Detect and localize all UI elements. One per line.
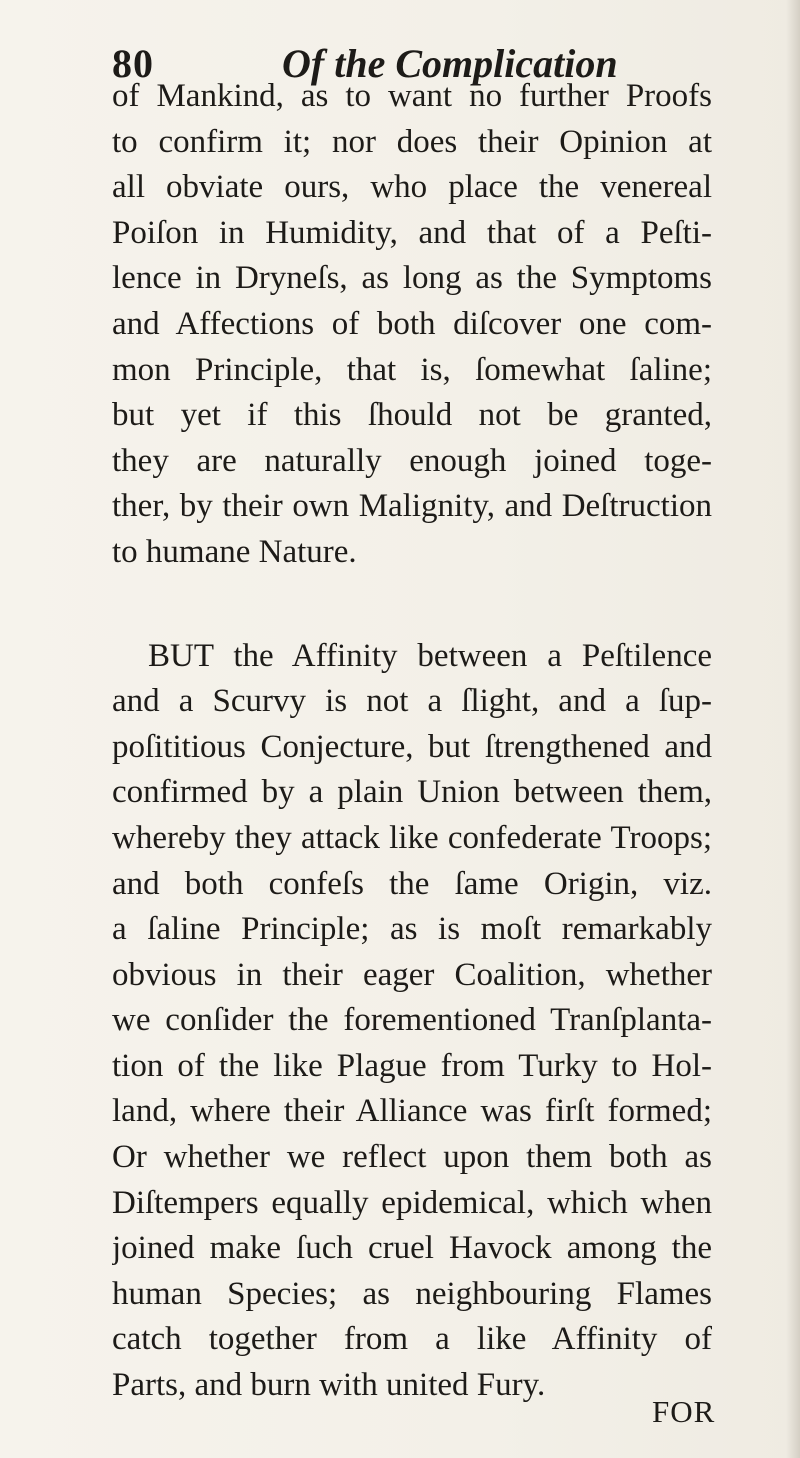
- text-line: they are naturally enough joined toge-: [112, 442, 712, 479]
- page-number: 80: [112, 41, 154, 86]
- text-line: all obviate ours, who place the venereal: [112, 169, 712, 206]
- text-line: we conſider the forementioned Tranſplanta-: [112, 1002, 712, 1039]
- text-line: whereby they attack like confederate Troops;: [112, 819, 712, 856]
- text-line: joined make ſuch cruel Havock among the: [112, 1230, 712, 1267]
- text-line: ther, by their own Malignity, and Deſtruction: [112, 488, 712, 525]
- text-line: tion of the like Plague from Turky to Hol-: [112, 1047, 712, 1084]
- text-line: a ſaline Principle; as is moſt remarkably: [112, 911, 712, 948]
- text-line: of Mankind, as to want no further Proofs: [112, 78, 712, 114]
- page-edge-shadow: [786, 0, 800, 1458]
- running-head: Of the Complication: [282, 41, 618, 86]
- text-line: mon Principle, that is, ſomewhat ſaline;: [112, 351, 712, 388]
- text-line: obvious in their eager Coalition, whether: [112, 956, 712, 993]
- text-line: and Affections of both diſcover one com-: [112, 305, 712, 342]
- text-line: BUT the Affinity between a Peſtilence: [148, 637, 712, 674]
- paragraph-1: [112, 74, 712, 576]
- text-line: but yet if this ſhould not be granted,: [112, 397, 712, 434]
- text-line: Parts, and burn with united Fury.: [112, 1367, 546, 1404]
- body-text: [112, 74, 712, 1409]
- text-line: land, where their Alliance was firſt formed;: [112, 1093, 712, 1130]
- text-line: and a Scurvy is not a ſlight, and a ſup-: [112, 683, 712, 720]
- paragraph-2: [112, 634, 712, 1409]
- text-line: poſititious Conjecture, but ſtrengthened and: [112, 728, 712, 765]
- text-line: lence in Dryneſs, as long as the Symptoms: [112, 260, 712, 297]
- text-line: catch together from a like Affinity of: [112, 1321, 712, 1358]
- text-line: Poiſon in Humidity, and that of a Peſti-: [112, 214, 712, 251]
- text-line: to humane Nature.: [112, 533, 357, 570]
- catchword: FOR: [652, 1394, 716, 1429]
- text-line: Or whether we reflect upon them both as: [112, 1139, 712, 1176]
- text-line: Diſtempers equally epidemical, which when: [112, 1184, 712, 1221]
- text-line: confirmed by a plain Union between them,: [112, 774, 712, 811]
- text-line: human Species; as neighbouring Flames: [112, 1275, 712, 1312]
- text-line: and both confeſs the ſame Origin, viz.: [112, 865, 712, 902]
- text-line: to confirm it; nor does their Opinion at: [112, 123, 712, 160]
